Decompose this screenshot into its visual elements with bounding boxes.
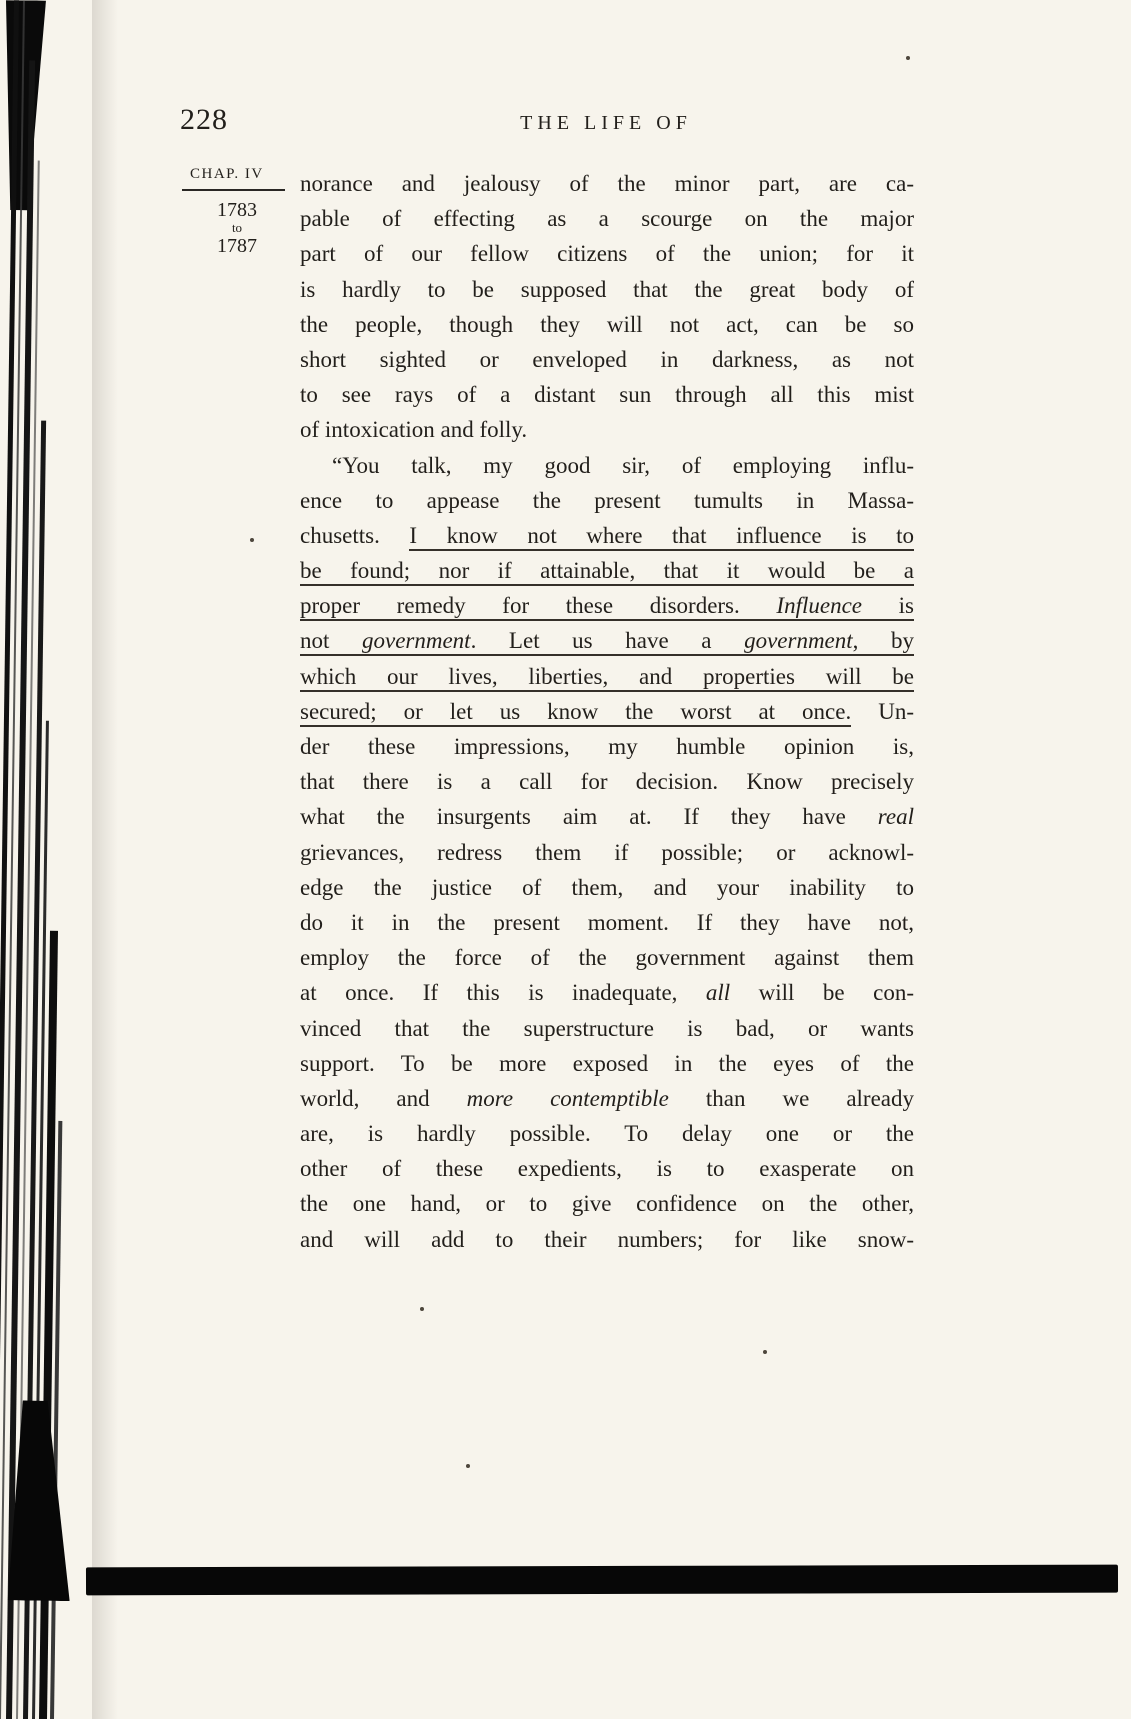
- text-line: [300, 272, 914, 307]
- text-line: [300, 553, 914, 588]
- text-segment: secured; or let us know the worst at once.: [300, 699, 851, 727]
- text-segment: world, and: [300, 1085, 467, 1111]
- text-line: [300, 342, 914, 377]
- text-segment: ence to appease the present tumults in Massa-: [300, 487, 914, 513]
- text-line: [300, 764, 914, 799]
- text-line: [300, 659, 914, 694]
- sidenote-year-end: 1787: [217, 235, 257, 257]
- sidenote-year-start: 1783: [217, 199, 257, 221]
- sidenote-year-to: to: [231, 220, 243, 235]
- text-segment: other of these expedients, is to exasperate on: [300, 1156, 914, 1182]
- text-line: [300, 236, 914, 271]
- text-segment: at once. If this is inadequate,: [300, 980, 706, 1006]
- text-segment: what the insurgents aim at. If they have: [300, 804, 878, 830]
- text-line: [300, 975, 914, 1010]
- text-line: [300, 1116, 914, 1151]
- text-segment: vinced that the superstructure is bad, or wants: [300, 1015, 914, 1041]
- text-line: [300, 483, 914, 518]
- gutter-shadow: [92, 0, 118, 1719]
- text-segment: do it in the present moment. If they have not,: [300, 909, 914, 935]
- text-segment: chusetts.: [300, 522, 410, 548]
- text-line: [300, 1046, 914, 1081]
- text-segment: edge the justice of them, and your inability to: [300, 874, 914, 900]
- sidenote-rule: [182, 189, 285, 191]
- text-line: [300, 940, 914, 975]
- text-segment: support. To be more exposed in the eyes of the: [300, 1050, 914, 1076]
- text-segment: be found; nor if attainable, that it would be a: [300, 558, 914, 586]
- scan-speck: [763, 1350, 767, 1354]
- running-header: THE LIFE OF: [520, 112, 692, 134]
- text-segment: Influence: [776, 593, 862, 621]
- text-line: [300, 518, 914, 553]
- text-segment: not: [300, 628, 362, 656]
- text-segment: the one hand, or to give confidence on the other,: [300, 1191, 914, 1217]
- text-segment: and will add to their numbers; for like snow-: [300, 1226, 914, 1252]
- text-segment: than we already: [668, 1085, 914, 1111]
- text-line: [300, 870, 914, 905]
- text-segment: government: [744, 628, 853, 656]
- page-number: 228: [180, 103, 228, 136]
- text-line: [300, 588, 914, 623]
- scan-speck: [420, 1307, 424, 1311]
- text-segment: , by: [853, 628, 914, 656]
- text-segment: der these impressions, my humble opinion is,: [300, 734, 914, 759]
- text-line: [300, 166, 914, 201]
- scan-ink-blob: [8, 1400, 73, 1601]
- text-segment: proper remedy for these disorders.: [300, 593, 776, 621]
- scan-bottom-bar: [86, 1565, 1118, 1596]
- text-segment: grievances, redress them if possible; or acknowl-: [300, 839, 914, 865]
- text-segment: is: [862, 593, 914, 621]
- text-segment: “You talk, my good sir, of employing influ-: [332, 452, 914, 478]
- text-line: [300, 1151, 914, 1186]
- text-line: [300, 835, 914, 870]
- text-line: [300, 1222, 914, 1257]
- text-segment: norance and jealousy of the minor part, are ca-: [300, 171, 914, 196]
- scan-speck: [466, 1464, 470, 1468]
- chapter-label: CHAP. IV: [190, 166, 264, 182]
- text-line: [300, 377, 914, 412]
- sidenote: [182, 166, 292, 257]
- text-segment: that there is a call for decision. Know precisely: [300, 769, 914, 795]
- text-segment: will be con-: [730, 980, 914, 1006]
- text-line: [300, 448, 914, 483]
- body-text: [300, 166, 914, 1257]
- scan-speck: [250, 538, 254, 542]
- text-line: [300, 799, 914, 834]
- text-line: [300, 623, 914, 658]
- text-segment: pable of effecting as a scourge on the major: [300, 206, 914, 232]
- text-segment: the people, though they will not act, can be so: [300, 311, 914, 337]
- text-line: [300, 307, 914, 342]
- text-segment: part of our fellow citizens of the union; for it: [300, 241, 914, 267]
- text-segment: I know not where that influence is to: [409, 523, 914, 551]
- text-segment: to see rays of a distant sun through all this mist: [300, 382, 914, 408]
- text-segment: all: [705, 980, 731, 1006]
- text-line: [300, 1011, 914, 1046]
- text-line: [300, 201, 914, 236]
- text-line: [300, 905, 914, 940]
- text-line: [300, 729, 914, 764]
- text-segment: real: [877, 804, 914, 830]
- text-segment: government: [362, 628, 471, 656]
- scan-speck: [906, 56, 910, 60]
- text-segment: are, is hardly possible. To delay one or the: [300, 1121, 914, 1147]
- text-segment: of intoxication and folly.: [300, 417, 528, 443]
- text-segment: more contemptible: [466, 1085, 669, 1111]
- text-segment: is hardly to be supposed that the great body of: [300, 276, 914, 302]
- scan-binding-edge: [0, 0, 100, 1719]
- text-segment: . Let us have a: [471, 628, 745, 656]
- text-segment: short sighted or enveloped in darkness, as not: [300, 346, 914, 372]
- text-line: [300, 694, 914, 729]
- text-line: [300, 412, 914, 447]
- text-segment: Un-: [851, 698, 914, 724]
- text-segment: employ the force of the government against them: [300, 945, 914, 971]
- text-line: [300, 1081, 914, 1116]
- text-segment: which our lives, liberties, and properties will be: [300, 664, 914, 692]
- text-line: [300, 1186, 914, 1221]
